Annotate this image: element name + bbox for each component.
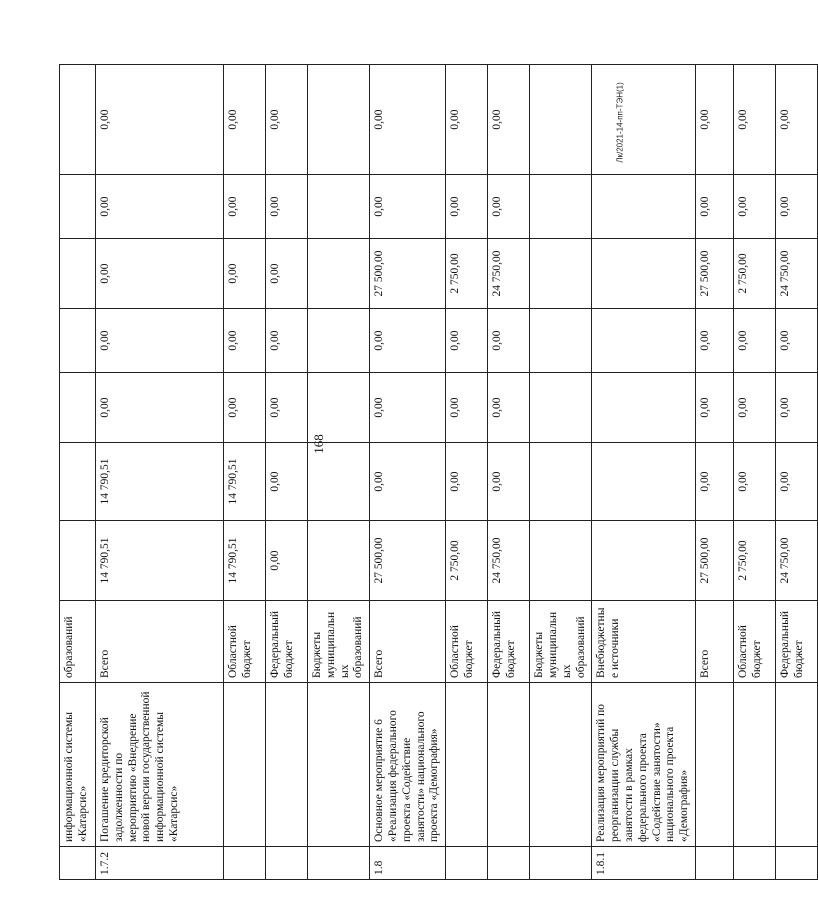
row-code: [695, 847, 733, 880]
amount-cell: [308, 239, 370, 309]
amount-cell: 0,00: [488, 175, 530, 239]
amount-cell: 2 750,00: [733, 239, 775, 309]
amount-cell: 14 790,51: [96, 443, 224, 521]
amount-cell: 0,00: [266, 521, 308, 601]
amount-cell: [530, 521, 592, 601]
row-name: [733, 683, 775, 847]
amount-cell: [308, 443, 370, 521]
row-name: Реализация мероприятий по реорганизации службы занятости в рамках федерального проекта «Содействие занятости» национального проекта «Демография»: [592, 683, 696, 847]
amount-cell: [530, 175, 592, 239]
amount-cell: 0,00: [488, 443, 530, 521]
amount-cell: 0,00: [695, 373, 733, 443]
amount-cell: [308, 373, 370, 443]
amount-cell: 0,00: [446, 65, 488, 175]
amount-cell: 0,00: [224, 309, 266, 373]
row-name: [488, 683, 530, 847]
row-code: 1.8: [370, 847, 446, 880]
amount-cell: 0,00: [775, 309, 817, 373]
amount-cell: 0,00: [488, 65, 530, 175]
amount-cell: 0,00: [96, 239, 224, 309]
row-name: информационной системы «Катарсис»: [60, 683, 96, 847]
row-name: [266, 683, 308, 847]
amount-cell: 0,00: [775, 65, 817, 175]
funding-source: Областной бюджет: [224, 601, 266, 683]
amount-cell: 0,00: [266, 373, 308, 443]
row-name: [775, 683, 817, 847]
amount-cell: 24 750,00: [488, 521, 530, 601]
amount-cell: 0,00: [733, 65, 775, 175]
amount-cell: [60, 175, 96, 239]
row-code: [224, 847, 266, 880]
funding-source: образований: [60, 601, 96, 683]
amount-cell: 0,00: [775, 175, 817, 239]
amount-cell: 0,00: [446, 443, 488, 521]
row-name: [224, 683, 266, 847]
row-code: [308, 847, 370, 880]
amount-cell: 0,00: [733, 175, 775, 239]
amount-cell: [308, 521, 370, 601]
row-name: [530, 683, 592, 847]
amount-cell: 0,00: [695, 443, 733, 521]
page-number: 168: [311, 434, 326, 454]
row-code: [266, 847, 308, 880]
amount-cell: 24 750,00: [488, 239, 530, 309]
amount-cell: 14 790,51: [96, 521, 224, 601]
funding-source: Всего: [96, 601, 224, 683]
amount-cell: [308, 309, 370, 373]
amount-cell: 0,00: [96, 65, 224, 175]
row-code: [733, 847, 775, 880]
amount-cell: 2 750,00: [446, 521, 488, 601]
amount-cell: [60, 309, 96, 373]
table-row: [530, 65, 592, 880]
amount-cell: [530, 443, 592, 521]
amount-cell: 0,00: [488, 373, 530, 443]
budget-table: [59, 64, 818, 880]
table-body: [60, 65, 818, 880]
amount-cell: [592, 175, 696, 239]
amount-cell: [60, 373, 96, 443]
amount-cell: 0,00: [733, 373, 775, 443]
funding-source: Бюджеты муниципальных образований: [308, 601, 370, 683]
amount-cell: 2 750,00: [446, 239, 488, 309]
amount-cell: 0,00: [266, 65, 308, 175]
row-code: [530, 847, 592, 880]
amount-cell: 0,00: [370, 65, 446, 175]
amount-cell: [530, 373, 592, 443]
row-code: 1.8.1: [592, 847, 696, 880]
funding-source: Областной бюджет: [733, 601, 775, 683]
row-code: [60, 847, 96, 880]
amount-cell: 0,00: [446, 373, 488, 443]
row-name: Основное мероприятие 6 «Реализация федерального проекта «Содействие занятости» национального проекта «Демография»: [370, 683, 446, 847]
amount-cell: 0,00: [446, 175, 488, 239]
amount-cell: 0,00: [224, 239, 266, 309]
amount-cell: 0,00: [695, 65, 733, 175]
amount-cell: [530, 309, 592, 373]
amount-cell: 27 500,00: [695, 521, 733, 601]
funding-source: Федеральный бюджет: [266, 601, 308, 683]
amount-cell: [60, 65, 96, 175]
amount-cell: 0,00: [733, 443, 775, 521]
amount-cell: 24 750,00: [775, 521, 817, 601]
table-row: [695, 65, 733, 880]
document-code: Лк/2021-14-пп-ТЭН(1): [615, 82, 625, 163]
amount-cell: 14 790,51: [224, 521, 266, 601]
amount-cell: 0,00: [488, 309, 530, 373]
row-code: [446, 847, 488, 880]
amount-cell: 0,00: [733, 309, 775, 373]
amount-cell: 27 500,00: [370, 239, 446, 309]
amount-cell: 0,00: [775, 373, 817, 443]
amount-cell: 0,00: [224, 175, 266, 239]
amount-cell: 0,00: [370, 175, 446, 239]
amount-cell: [308, 175, 370, 239]
amount-cell: 27 500,00: [695, 239, 733, 309]
amount-cell: [60, 521, 96, 601]
amount-cell: 0,00: [695, 309, 733, 373]
amount-cell: 0,00: [266, 443, 308, 521]
row-name: Погашение кредиторской задолженности по мероприятию «Внедрение новой версии государственной информационной системы «Катарсис»: [96, 683, 224, 847]
table-row: [60, 65, 96, 880]
amount-cell: 0,00: [266, 309, 308, 373]
amount-cell: [592, 239, 696, 309]
table-row: [96, 65, 224, 880]
amount-cell: 24 750,00: [775, 239, 817, 309]
amount-cell: 0,00: [96, 175, 224, 239]
funding-source: Областной бюджет: [446, 601, 488, 683]
funding-source: Бюджеты муниципальных образований: [530, 601, 592, 683]
row-code: [488, 847, 530, 880]
funding-source: Всего: [695, 601, 733, 683]
table-row: [733, 65, 775, 880]
amount-cell: 0,00: [370, 373, 446, 443]
amount-cell: 0,00: [224, 65, 266, 175]
funding-source: Внебюджетные источники: [592, 601, 696, 683]
funding-source: Федеральный бюджет: [775, 601, 817, 683]
amount-cell: [592, 443, 696, 521]
table-row: [488, 65, 530, 880]
row-code: [775, 847, 817, 880]
table-row: [308, 65, 370, 880]
row-name: [695, 683, 733, 847]
amount-cell: 0,00: [775, 443, 817, 521]
table-row: [775, 65, 817, 880]
amount-cell: 0,00: [224, 373, 266, 443]
table-row: [446, 65, 488, 880]
amount-cell: 0,00: [266, 239, 308, 309]
table-row: [224, 65, 266, 880]
amount-cell: [308, 65, 370, 175]
amount-cell: [592, 373, 696, 443]
amount-cell: 27 500,00: [370, 521, 446, 601]
amount-cell: 0,00: [446, 309, 488, 373]
table-row: [266, 65, 308, 880]
amount-cell: 2 750,00: [733, 521, 775, 601]
amount-cell: 0,00: [266, 175, 308, 239]
amount-cell: 0,00: [695, 175, 733, 239]
amount-cell: [60, 239, 96, 309]
amount-cell: [592, 309, 696, 373]
funding-source: Всего: [370, 601, 446, 683]
funding-source: Федеральный бюджет: [488, 601, 530, 683]
table-row: [370, 65, 446, 880]
amount-cell: [60, 443, 96, 521]
amount-cell: 0,00: [370, 309, 446, 373]
row-name: [308, 683, 370, 847]
amount-cell: [530, 65, 592, 175]
amount-cell: [592, 65, 696, 175]
row-code: 1.7.2: [96, 847, 224, 880]
amount-cell: 0,00: [96, 373, 224, 443]
amount-cell: 14 790,51: [224, 443, 266, 521]
row-name: [446, 683, 488, 847]
amount-cell: 0,00: [370, 443, 446, 521]
table-row: [592, 65, 696, 880]
amount-cell: [530, 239, 592, 309]
amount-cell: 0,00: [96, 309, 224, 373]
amount-cell: [592, 521, 696, 601]
